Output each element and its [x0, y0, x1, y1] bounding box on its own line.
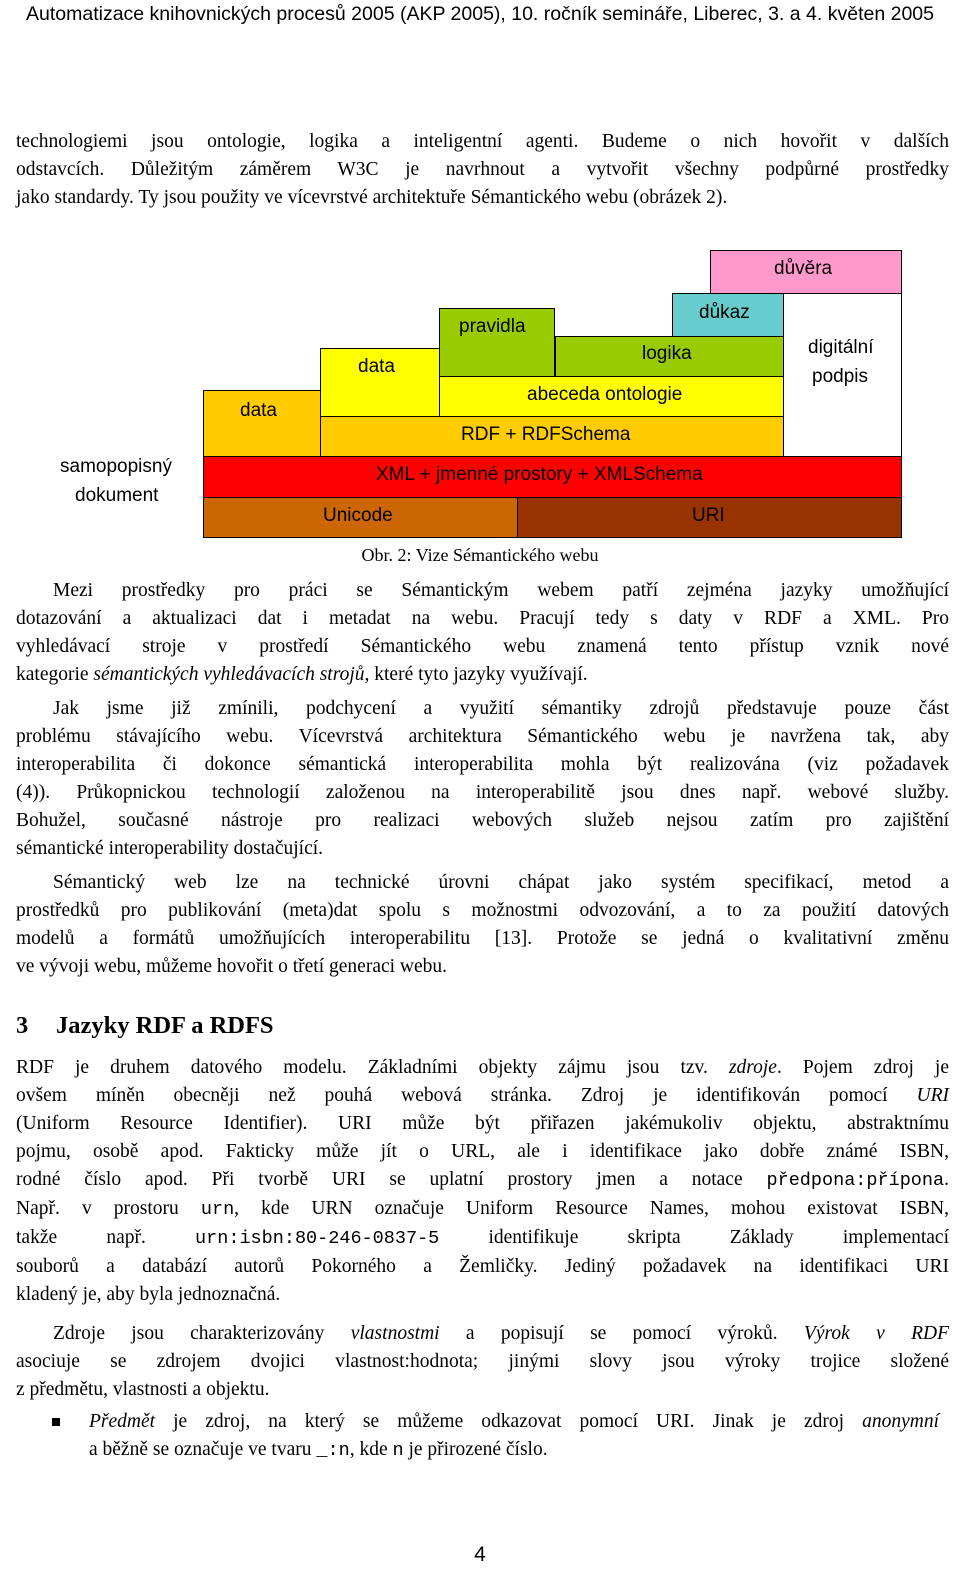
trust-label: důvěra	[774, 258, 833, 279]
text-run: rodné číslo apod. Při tvorbě URI se uplatní prostory jmen a notace	[16, 1169, 767, 1190]
unicode-label: Unicode	[323, 505, 393, 526]
text-run: identifikuje skripta Základy implementací	[439, 1227, 949, 1248]
text-line: sémantické interoperability dostačující.	[16, 838, 324, 859]
text-line: prostředků pro publikování (meta)dat spolu s možnostmi odvozování, a to za použití datových	[16, 900, 949, 921]
text-run: , kde URN označuje Uniform Resource Names, mohou existovat ISBN,	[234, 1198, 950, 1219]
bullet-square-icon	[52, 1418, 60, 1426]
text-line: Bohužel, současné nástroje pro realizaci webových služeb nejsou zatím pro zajištění	[16, 810, 949, 831]
code-span: urn	[200, 1199, 235, 1220]
text-line	[16, 1054, 949, 1082]
text-line: technologiemi jsou ontologie, logika a inteligentní agenti. Budeme o nich hovořit v dalších	[16, 131, 949, 152]
text-line: vyhledávací stroje v prostředí Sémantického webu znamená tento přístup vznik nové	[16, 636, 949, 657]
paragraph-5	[16, 1320, 949, 1404]
text-line: Mezi prostředky pro práci se Sémantickým webem patří zejména jazyky umožňující	[53, 580, 949, 601]
data-lower-label: data	[240, 400, 277, 421]
text-run: Zdroje jsou charakterizovány	[53, 1323, 351, 1344]
signature-label-line2: podpis	[812, 366, 868, 387]
selfdesc-label-line1: samopopisný	[60, 456, 172, 477]
intro-paragraph	[16, 128, 949, 212]
text-line	[16, 1082, 949, 1110]
paragraph-1	[16, 577, 949, 689]
paragraph-4	[16, 1054, 949, 1309]
data-upper-label: data	[358, 356, 395, 377]
section-title: Jazyky RDF a RDFS	[56, 1012, 274, 1039]
text-line: odstavcích. Důležitým záměrem W3C je navrhnout a vytvořit všechny podpůrné prostředky	[16, 159, 949, 180]
text-line	[89, 1436, 939, 1465]
logic-label: logika	[642, 343, 692, 364]
section-heading	[16, 1012, 274, 1040]
text-run: a běžně se označuje ve tvaru	[89, 1439, 317, 1460]
rules-label: pravidla	[459, 316, 526, 337]
bullet-item	[89, 1408, 939, 1465]
text-line: (Uniform Resource Identifier). URI může být přiřazen jakémukoliv objektu, abstraktnímu	[16, 1113, 949, 1134]
emphasis: Předmět	[89, 1411, 156, 1432]
code-span: předpona:přípona	[766, 1170, 945, 1191]
text-run: takže např.	[16, 1227, 196, 1248]
text-run: . Pojem zdroj je	[776, 1057, 949, 1078]
text-run: RDF je druhem datového modelu. Základními objekty zájmu jsou tzv.	[16, 1057, 729, 1078]
page-number: 4	[474, 1543, 486, 1566]
xml-label: XML + jmenné prostory + XMLSchema	[376, 464, 703, 485]
text-run: , které tyto jazyky využívají.	[364, 664, 588, 685]
text-line: problému stávajícího webu. Vícevrstvá architektura Sémantického webu je navržena tak, aby	[16, 726, 949, 747]
text-run: a popisují se pomocí výroků.	[439, 1323, 804, 1344]
text-line	[16, 1195, 949, 1224]
text-line: kladený je, aby byla jednoznačná.	[16, 1284, 281, 1305]
text-run: , kde	[349, 1439, 393, 1460]
code-span: _:n	[316, 1440, 350, 1461]
text-line	[16, 1320, 949, 1348]
selfdesc-label-line2: dokument	[75, 485, 159, 506]
emphasis: zdroje	[728, 1057, 777, 1078]
signature-label-line1: digitální	[808, 337, 874, 358]
text-line: (4)). Průkopnickou technologií založenou na interoperabilitě jsou dnes např. webové služby.	[16, 782, 949, 803]
emphasis: sémantických vyhledávacích strojů	[93, 664, 365, 685]
rdf-label: RDF + RDFSchema	[461, 424, 631, 445]
text-line: z předmětu, vlastnosti a objektu.	[16, 1379, 270, 1400]
text-run: je zdroj, na který se můžeme odkazovat pomocí URI. Jinak je zdroj	[155, 1411, 863, 1432]
section-number: 3	[16, 1012, 29, 1039]
text-line	[16, 1166, 949, 1195]
text-run: ovšem míněn obecněji než pouhá webová stránka. Zdroj je identifikován pomocí	[16, 1085, 917, 1106]
emphasis: Výrok v RDF	[803, 1323, 949, 1344]
text-run: je přirozené číslo.	[403, 1439, 548, 1460]
text-line: asociuje se zdrojem dvojici vlastnost:hodnota; jinými slovy jsou výroky trojice složené	[16, 1351, 949, 1372]
emphasis: vlastnostmi	[350, 1323, 440, 1344]
ontology-label: abeceda ontologie	[527, 384, 683, 405]
uri-label: URI	[692, 505, 725, 526]
figure-caption: Obr. 2: Vize Sémantického webu	[361, 545, 599, 565]
code-span: n	[392, 1440, 404, 1461]
text-line: Sémantický web lze na technické úrovni chápat jako systém specifikací, metod a	[53, 872, 949, 893]
emphasis: URI	[916, 1085, 949, 1106]
paragraph-2	[16, 695, 949, 863]
proof-label: důkaz	[699, 302, 750, 323]
text-line: ve vývoji webu, můžeme hovořit o třetí generaci webu.	[16, 956, 448, 977]
emphasis: anonymní	[862, 1411, 939, 1432]
text-line	[16, 1224, 949, 1253]
text-line: jako standardy. Ty jsou použity ve vícevrstvé architektuře Sémantického webu (obrázek 2).	[16, 187, 728, 208]
text-line: interoperabilita či dokonce sémantická interoperabilita mohla být realizována (viz požadavek	[16, 754, 949, 775]
text-run: .	[944, 1169, 949, 1190]
paragraph-3	[16, 869, 949, 981]
code-span: urn:isbn:80-246-0837-5	[195, 1228, 440, 1249]
text-run: kategorie	[16, 664, 94, 685]
running-header: Automatizace knihovnických procesů 2005 (AKP 2005), 10. ročník semináře, Liberec, 3. a 4. květen 2005	[26, 3, 934, 25]
text-line: dotazování a aktualizaci dat i metadat na webu. Pracují tedy s daty v RDF a XML. Pro	[16, 608, 949, 629]
text-line: pojmu, osobě apod. Fakticky může jít o URL, ale i identifikace jako dobře známé ISBN,	[16, 1141, 949, 1162]
text-line: modelů a formátů umožňujících interoperabilitu [13]. Protože se jedná o kvalitativní změnu	[16, 928, 949, 949]
text-line	[16, 661, 949, 689]
text-run: Např. v prostoru	[16, 1198, 201, 1219]
text-line: souborů a databází autorů Pokorného a Žemličky. Jediný požadavek na identifikaci URI	[16, 1256, 949, 1277]
text-line	[89, 1408, 939, 1436]
text-line: Jak jsme již zmínili, podchycení a využití sémantiky zdrojů představuje pouze část	[53, 698, 949, 719]
